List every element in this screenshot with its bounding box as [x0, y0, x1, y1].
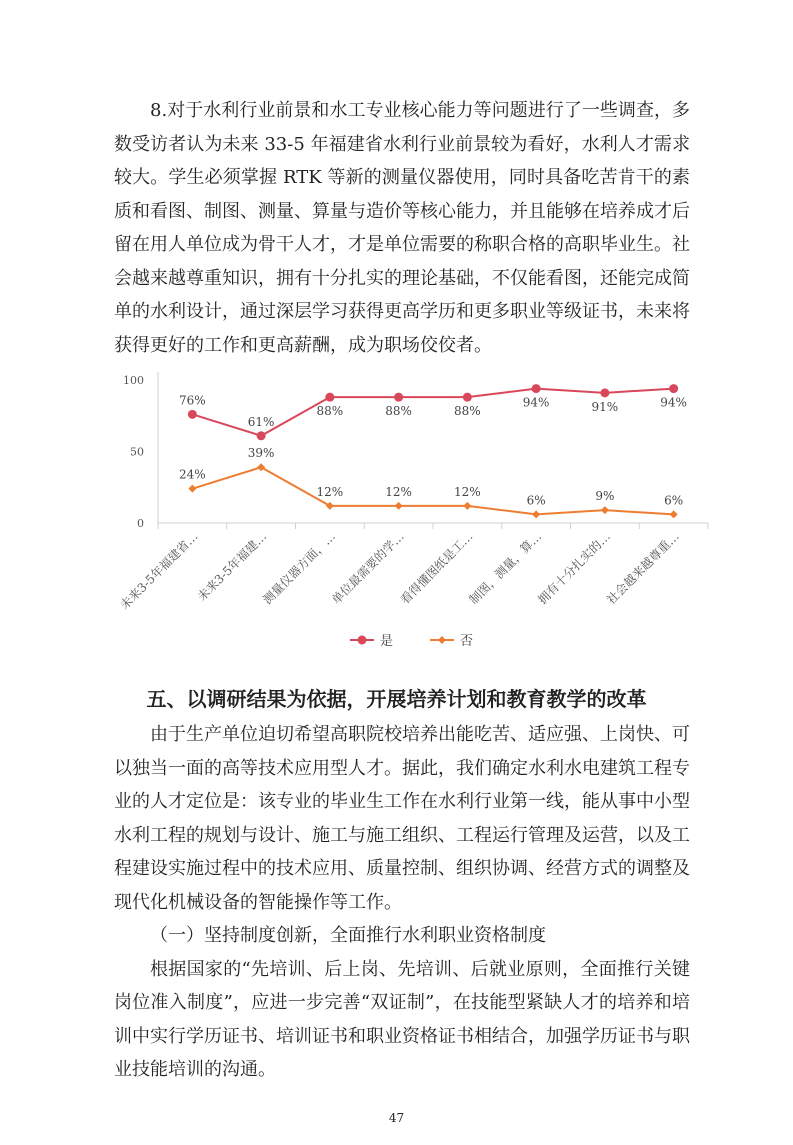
- data-label: 12%: [316, 484, 344, 499]
- data-point: [532, 510, 540, 518]
- section-heading: 五、以调研结果为依据，开展培养计划和教育教学的改革: [146, 687, 647, 711]
- data-point: [394, 393, 403, 402]
- data-point: [188, 485, 196, 493]
- data-point: [325, 393, 334, 402]
- data-point: [395, 502, 403, 510]
- x-tick-label: 制图，测量，算…: [466, 529, 545, 608]
- y-tick-label: 100: [123, 374, 144, 387]
- y-tick-label: 50: [130, 445, 144, 459]
- x-tick-label: 未来3-5年福建省…: [117, 529, 201, 613]
- x-tick-label: 拥有十分扎实的…: [535, 529, 613, 608]
- data-label: 6%: [664, 493, 684, 508]
- data-label: 91%: [591, 399, 619, 414]
- data-point: [601, 506, 609, 514]
- data-label: 88%: [454, 404, 481, 419]
- data-label: 12%: [385, 484, 412, 499]
- data-point: [463, 393, 472, 402]
- x-tick-label: 未来3-5年福建…: [194, 529, 270, 604]
- data-label: 24%: [179, 467, 206, 482]
- data-point: [670, 510, 678, 518]
- data-point: [257, 463, 265, 471]
- legend-label: 否: [460, 634, 474, 649]
- data-point: [463, 502, 471, 510]
- data-point: [326, 502, 334, 510]
- page-number: 47: [388, 1110, 405, 1125]
- data-point: [188, 410, 197, 419]
- data-point: [257, 431, 266, 440]
- x-tick-label: 单位最需要的学…: [328, 529, 407, 608]
- data-label: 12%: [454, 484, 481, 499]
- body-paragraph: 8.对于水利行业前景和水工专业核心能力等问题进行了一些调查，多数受访者认为未来 33-5 年福建省水利行业前景较为看好，水利人才需求较大。学生必须掌握 RTK 等新的测量仪器使用，同时具备吃苦肯干的素质和看图、制图、测量、算量与造价等核心能力，并且能够在培养成才后留在用人单位成为骨干人才，才是单位需要的称职合格的高职毕业生。社会越来越尊重知识，拥有十分扎实的理论基础，不仅能看图，还能完成简单的水利设计，通过深层学习获得更高学历和更多职业等级证书，未来将获得更好的工作和更高薪酬，成为职场佼佼者。: [114, 100, 690, 356]
- data-label: 39%: [247, 446, 275, 461]
- data-point: [600, 388, 609, 397]
- x-tick-label: 看得懂图纸是工…: [397, 529, 476, 608]
- data-label: 88%: [316, 404, 344, 419]
- line-chart: [110, 364, 720, 654]
- subsection-heading: （一）坚持制度创新，全面推行水利职业资格制度: [150, 925, 546, 946]
- x-tick-label: 测量仪器方面，…: [260, 529, 338, 608]
- data-label: 88%: [385, 404, 412, 419]
- data-point: [669, 384, 678, 393]
- data-point: [532, 384, 541, 393]
- legend-marker: [438, 636, 446, 644]
- data-label: 9%: [595, 489, 615, 504]
- data-label: 94%: [660, 395, 687, 410]
- body-paragraph: 根据国家的“先培训、后上岗、先培训、后就业原则，全面推行关键岗位准入制度”，应进一步完善“双证制”，在技能型紧缺人才的培养和培训中实行学历证书、培训证书和职业资格证书相结合，加强学历证书与职业技能培训的沟通。: [114, 958, 690, 1080]
- data-label: 6%: [526, 493, 546, 508]
- chart-svg: [110, 364, 720, 654]
- data-label: 94%: [522, 395, 550, 410]
- data-label: 61%: [247, 414, 275, 429]
- y-tick-label: 0: [137, 517, 144, 530]
- data-label: 76%: [179, 393, 206, 408]
- x-tick-label: 社会越来越尊重…: [603, 529, 682, 608]
- legend-label: 是: [380, 634, 394, 649]
- legend-marker: [358, 636, 367, 645]
- body-paragraph: 由于生产单位迫切希望高职院校培养出能吃苦、适应强、上岗快、可以独当一面的高等技术应用型人才。据此，我们确定水利水电建筑工程专业的人才定位是：该专业的毕业生工作在水利行业第一线，能从事中小型水利工程的规划与设计、施工与施工组织、工程运行管理及运营，以及工程建设实施过程中的技术应用、质量控制、组织协调、经营方式的调整及现代化机械设备的智能操作等工作。: [114, 724, 690, 913]
